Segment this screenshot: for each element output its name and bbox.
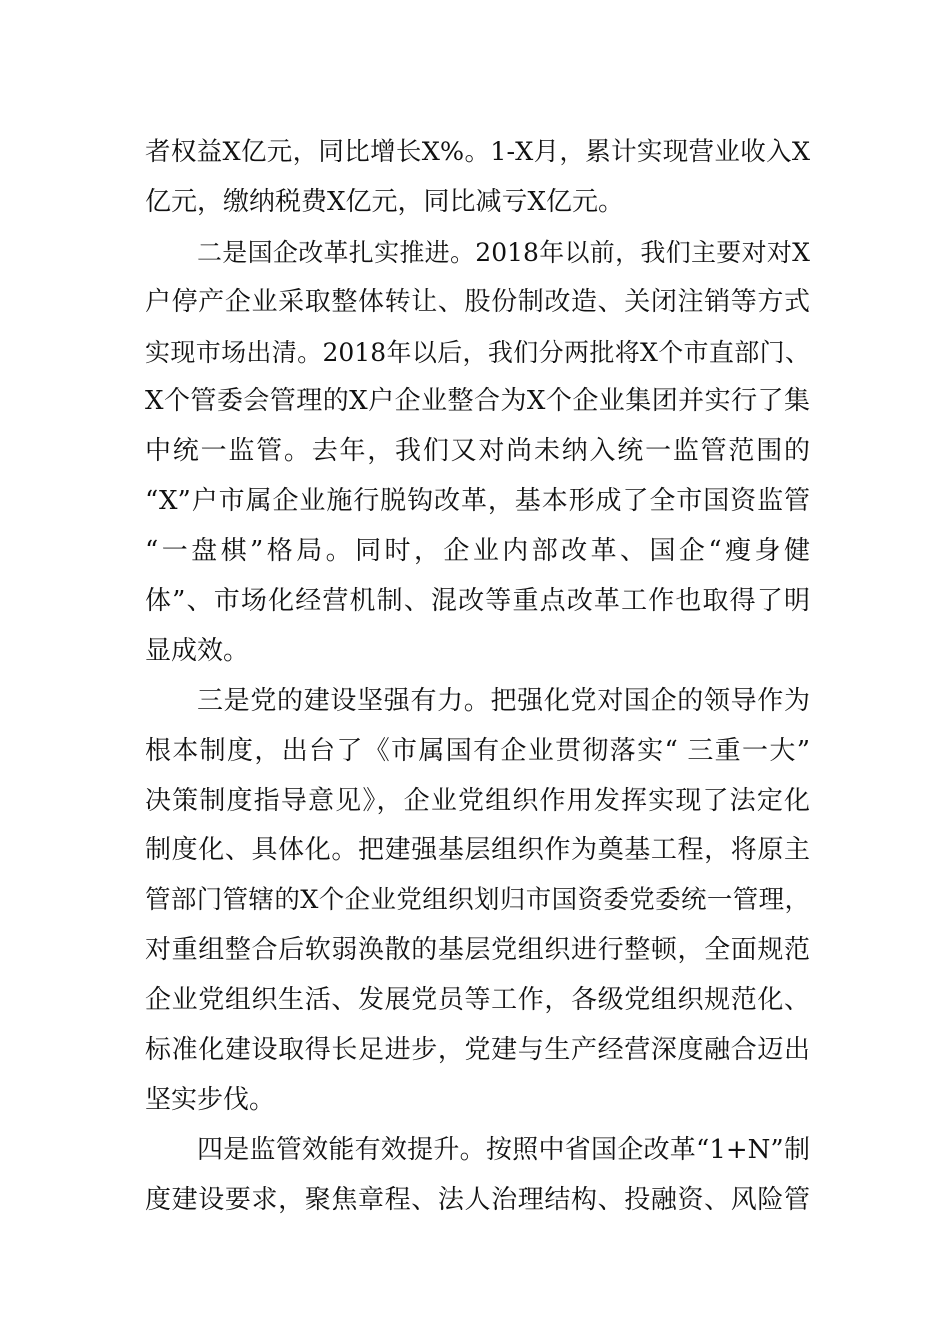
text-line: “X”户市属企业施行脱钩改革，基本形成了全市国资监管 (145, 486, 810, 517)
text-line: 中统一监管。去年，我们又对尚未纳入统一监管范围的 (145, 436, 810, 467)
text-line: 度建设要求，聚焦章程、法人治理结构、投融资、风险管 (145, 1184, 810, 1215)
text-line: 坚实步伐。 (145, 1084, 276, 1115)
text-line: 体”、市场化经营机制、混改等重点改革工作也取得了明 (145, 586, 810, 617)
text-line: 制度化、具体化。把建强基层组织作为奠基工程，将原主 (145, 835, 810, 866)
paragraph-start-line: 三是党的建设坚强有力。把强化党对国企的领导作为 (197, 685, 810, 716)
text-line: 户停产企业采取整体转让、股份制改造、关闭注销等方式 (145, 286, 810, 317)
text-line: 标准化建设取得长足进步，党建与生产经营深度融合迈出 (145, 1035, 810, 1066)
text-line: X个管委会管理的X户企业整合为X个企业集团并实行了集 (145, 386, 810, 417)
text-line: 决策制度指导意见》，企业党组织作用发挥实现了法定化 (145, 785, 810, 816)
text-line: 显成效。 (145, 635, 250, 666)
text-line: 实现市场出清。2018年以后，我们分两批将X个市直部门、 (145, 337, 810, 367)
paragraph-start-line: 四是监管效能有效提升。按照中省国企改革“1+N”制 (197, 1134, 810, 1165)
text-line: 管部门管辖的X个企业党组织划归市国资委党委统一管理， (145, 885, 810, 916)
paragraph-start-line: 二是国企改革扎实推进。2018年以前，我们主要对对X (197, 237, 810, 267)
text-line: 亿元，缴纳税费X亿元，同比减亏X亿元。 (145, 186, 625, 217)
text-line: 者权益X亿元，同比增长X%。1-X月，累计实现营业收入X (145, 137, 810, 167)
text-line: “一盘棋”格局。同时，企业内部改革、国企“瘦身健 (145, 536, 810, 567)
text-line: 企业党组织生活、发展党员等工作，各级党组织规范化、 (145, 985, 810, 1016)
text-line: 根本制度，出台了《市属国有企业贯彻落实“ 三重一大” (145, 735, 810, 766)
text-line: 对重组整合后软弱涣散的基层党组织进行整顿，全面规范 (145, 935, 810, 966)
body-text (145, 128, 810, 1226)
